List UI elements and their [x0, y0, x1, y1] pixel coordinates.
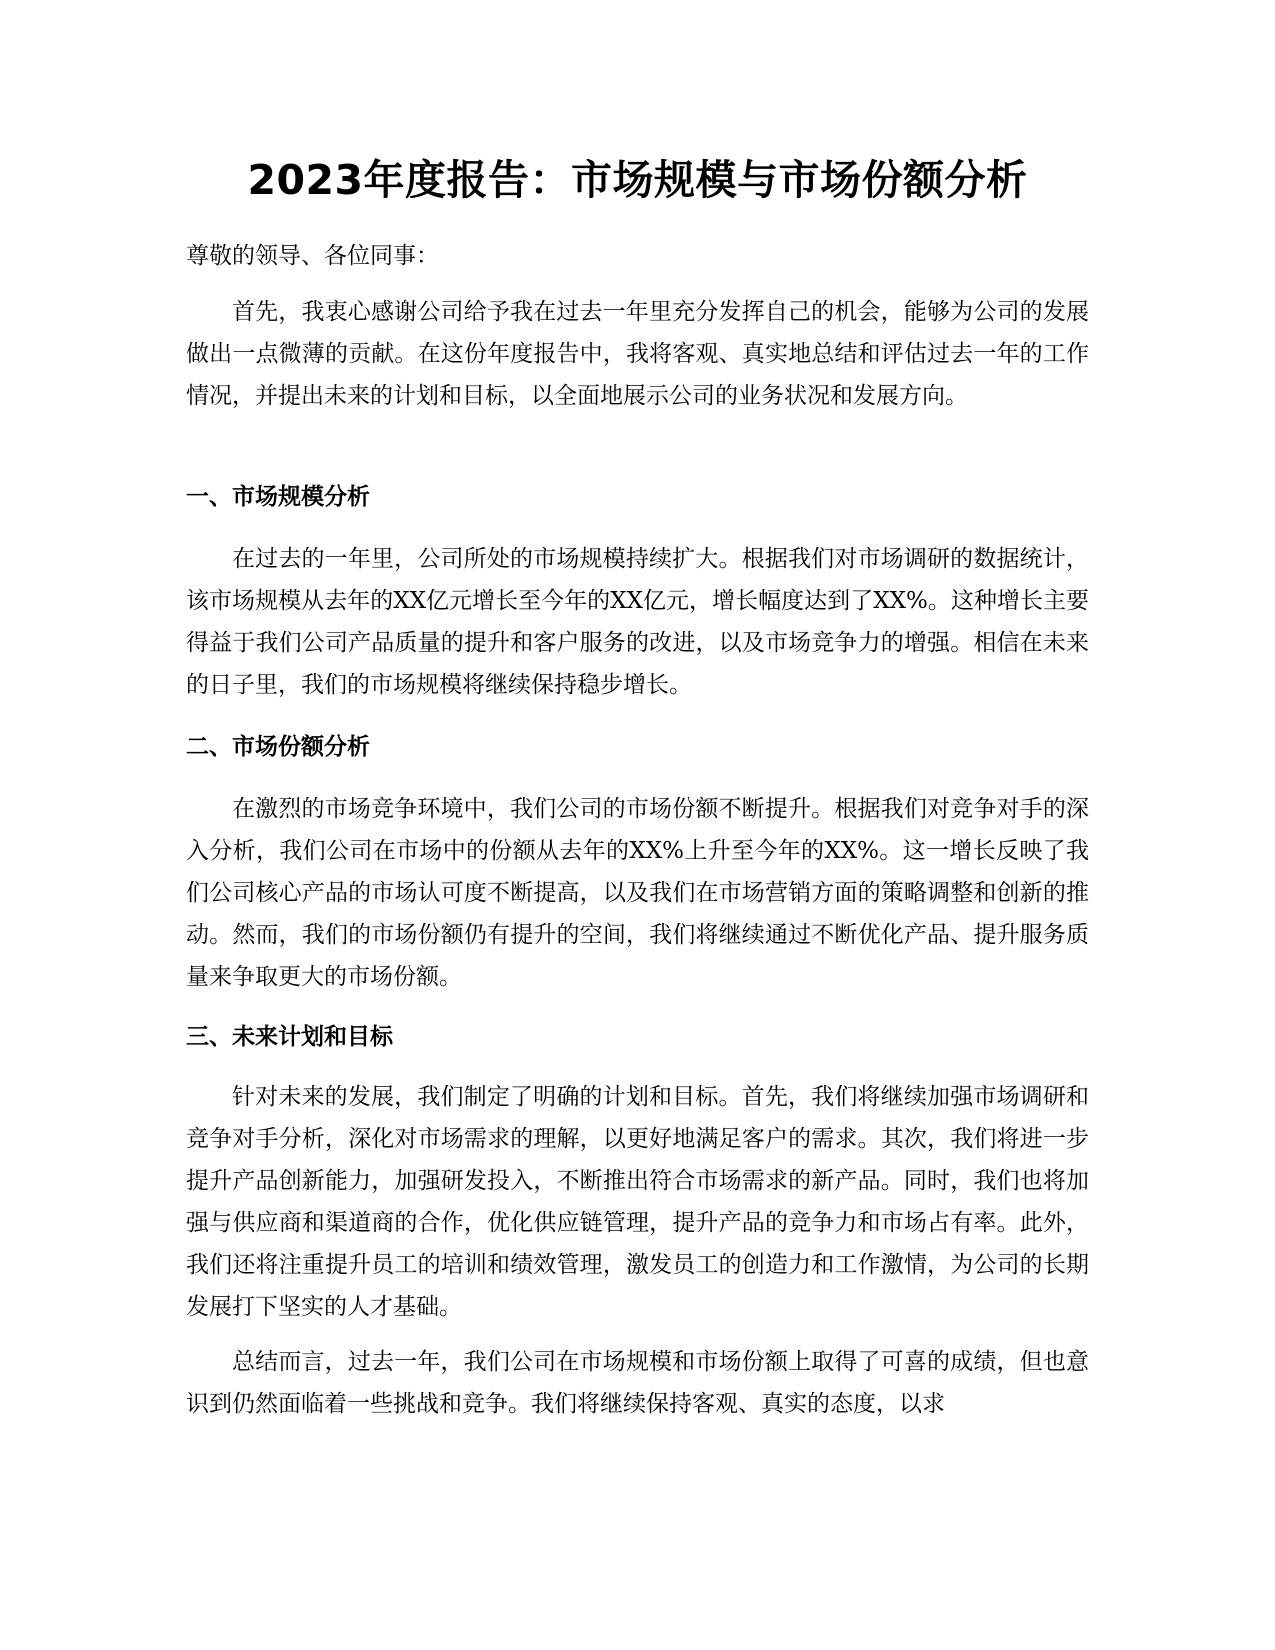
salutation: 尊敬的领导、各位同事：	[186, 243, 439, 269]
section-heading-future-plans: 三、未来计划和目标	[186, 1024, 393, 1050]
section-body-market-share: 在激烈的市场竞争环境中，我们公司的市场份额不断提升。根据我们对竞争对手的深入分析，我们公司在市场中的份额从去年的XX%上升至今年的XX%。这一增长反映了我们公司核心产品的市场认可度不断提高，以及我们在市场营销方面的策略调整和创新的推动。然而，我们的市场份额仍有提升的空间，我们将继续通过不断优化产品、提升服务质量来争取更大的市场份额。	[186, 796, 1089, 990]
intro-paragraph: 首先，我衷心感谢公司给予我在过去一年里充分发挥自己的机会，能够为公司的发展做出一点微薄的贡献。在这份年度报告中，我将客观、真实地总结和评估过去一年的工作情况，并提出未来的计划和目标，以全面地展示公司的业务状况和发展方向。	[186, 299, 1089, 409]
conclusion-paragraph: 总结而言，过去一年，我们公司在市场规模和市场份额上取得了可喜的成绩，但也意识到仍然面临着一些挑战和竞争。我们将继续保持客观、真实的态度，以求	[186, 1349, 1089, 1417]
section-heading-market-share: 二、市场份额分析	[186, 734, 370, 760]
section-body-market-size: 在过去的一年里，公司所处的市场规模持续扩大。根据我们对市场调研的数据统计，该市场规模从去年的XX亿元增长至今年的XX亿元，增长幅度达到了XX%。这种增长主要得益于我们公司产品质量的提升和客户服务的改进，以及市场竞争力的增强。相信在未来的日子里，我们的市场规模将继续保持稳步增长。	[186, 546, 1089, 698]
document-title: 2023年度报告：市场规模与市场份额分析	[247, 156, 1028, 204]
section-heading-market-size: 一、市场规模分析	[186, 484, 370, 510]
section-body-future-plans: 针对未来的发展，我们制定了明确的计划和目标。首先，我们将继续加强市场调研和竞争对手分析，深化对市场需求的理解，以更好地满足客户的需求。其次，我们将进一步提升产品创新能力，加强研发投入，不断推出符合市场需求的新产品。同时，我们也将加强与供应商和渠道商的合作，优化供应链管理，提升产品的竞争力和市场占有率。此外，我们还将注重提升员工的培训和绩效管理，激发员工的创造力和工作激情，为公司的长期发展打下坚实的人才基础。	[186, 1084, 1089, 1320]
